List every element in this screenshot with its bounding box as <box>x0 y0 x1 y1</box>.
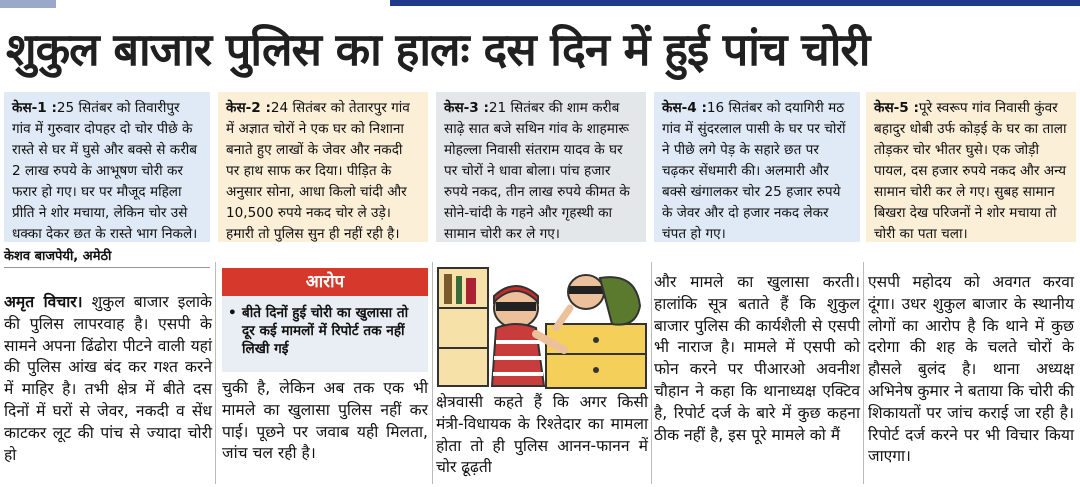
dateline: अमृत विचार। <box>4 293 83 311</box>
headline: शुकुल बाजार पुलिस का हालः दस दिन में हुई पांच चोरी <box>6 23 870 76</box>
case-label: केस-3 : <box>444 100 489 116</box>
case-label: केस-5 : <box>874 100 919 116</box>
top-rule <box>0 0 1080 8</box>
case-box-4 <box>654 92 860 242</box>
thief-cartoon-icon <box>436 262 648 390</box>
case-label: केस-1 : <box>12 100 57 116</box>
article-column-1 <box>4 292 212 484</box>
aarop-callout <box>222 296 428 372</box>
case-box-1 <box>4 92 210 242</box>
top-rule-right <box>390 0 1080 6</box>
column-divider <box>651 262 652 484</box>
case-label: केस-2 : <box>226 100 271 116</box>
case-text: 16 सितंबर को दयागिरी मठ गांव में सुंदरलाल पासी के घर पर चोरों ने पीछे लगे पेड़ के सहारे छत पर चढ़कर सेंधमारी की। अलमारी और बक्से खंगालकर चोर 25 हजार रुपये के जेवर और दो हजार नकद लेकर चंपत हो गए। <box>662 100 846 242</box>
case-label: केस-4 : <box>662 100 707 116</box>
case-box-2 <box>218 92 428 242</box>
article-column-5: एसपी महोदय को अवगत करवा दूंगा। उधर शुकुल बाजार के स्थानीय लोगों का आरोप है कि थाने में कुछ दरोगा की शह के चलते चोरों के हौसले बुलंद है। थाना अध्यक्ष अभिनेष कुमार ने बताया कि चोरी की शिकायतों पर जांच कराई जा रही है। रिपोर्ट दर्ज करने पर भी विचार किया जाएगा। <box>868 273 1074 466</box>
column-divider <box>215 262 216 484</box>
case-box-5 <box>866 92 1076 242</box>
case-box-3 <box>436 92 646 242</box>
aarop-text: बीते दिनों हुई चोरी का खुलासा तो दूर कई मामलों में रिपोर्ट तक नहीं लिखी गई <box>242 305 409 357</box>
article-column-4: और मामले का खुलासा करती। हालांकि सूत्र बताते हैं कि शुकुल बाजार पुलिस की कार्यशैली से एसपी भी नाराज है। मामले में एसपी को फोन करने पर पीआरओ अवनीश चौहान ने कहा कि थानाध्यक्ष एक्टिव है, रिपोर्ट दर्ज के बारे में कुछ कहना ठीक नहीं है, इस पूरे मामले को मैं <box>654 273 860 444</box>
byline: केशव बाजपेयी, अमेठी <box>4 246 210 268</box>
case-text: 24 सितंबर को तेतारपुर गांव में अज्ञात चोरों ने एक घर को निशाना बनाते हुए लाखों के जेवर और नकदी पर हाथ साफ कर दिया। पीड़ित के अनुसार सोना, आधा किलो चांदी और 10,500 रुपये नकद चोर ले उड़े। हमारी तो पुलिस सुन ही नहीं रही है। <box>226 100 410 242</box>
aarop-heading: आरोप <box>222 268 428 296</box>
article-column-2: चुकी है, लेकिन अब तक एक भी मामले का खुलासा पुलिस नहीं कर पाई। पूछने पर जवाब यही मिलता, जांच चल रही है। <box>222 379 428 463</box>
column-text: शुकुल बाजार इलाके की पुलिस लापरवाह है। एसपी के सामने अपना ढिंढोरा पीटने वाली यहां की पुलिस आंख बंद कर गश्त करने में माहिर है। तभी क्षेत्र में बीते दस दिनों में घरों से जेवर, नकदी व सेंध काटकर लूट की पांच से ज्यादा चोरी हो <box>4 293 212 464</box>
article-column-3: क्षेत्रवासी कहते हैं कि अगर किसी मंत्री-विधायक के रिश्तेदार का मामला होता तो ही पुलिस आनन-फानन में चोर ढूढ़ती <box>436 393 648 477</box>
case-text: 25 सितंबर को तिवारीपुर गांव में गुरुवार दोपहर दो चोर पीछे के रास्ते से घर में घुसे और बक्से से करीब 2 लाख रुपये के आभूषण चोरी कर फरार हो गए। घर पर मौजूद महिला प्रीति ने शोर मचाया, लेकिन चोर उसे धक्का देकर छत के रास्ते भाग निकले। <box>12 100 198 242</box>
top-rule-left <box>0 0 56 8</box>
case-text: पूरे स्वरूप गांव निवासी कुंवर बहादुर धोबी उर्फ कोड़ई के घर का ताला तोड़कर चोर भीतर घुसे। एक जोड़ी पायल, दस हजार रुपये नकद और अन्य सामान चोरी कर ले गए। सुबह सामान बिखरा देख परिजनों ने शोर मचाया तो चोरी का पता चला। <box>874 100 1067 242</box>
column-divider <box>432 262 433 484</box>
column-divider <box>863 262 864 484</box>
bullet-icon: • <box>228 305 237 321</box>
case-text: 21 सितंबर की शाम करीब साढ़े सात बजे सथिन गांव के शाहमारू मोहल्ला निवासी संतराम यादव के घर पर चोरों ने धावा बोला। पांच हजार रुपये नकद, तीन लाख रुपये कीमत के सोने-चांदी के गहने और गृहस्थी का सामान चोरी कर ले गए। <box>444 100 630 242</box>
